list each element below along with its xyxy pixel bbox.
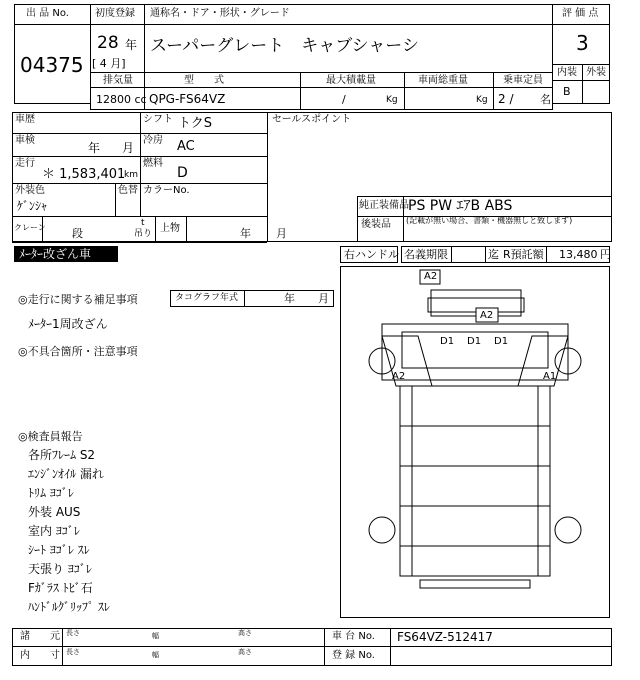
inspector-item: ﾊﾝﾄﾞﾙｸﾞﾘｯﾌﾟ ｽﾚ [28, 600, 110, 614]
crane-label: クレーン [14, 223, 46, 232]
dim-width-label: 幅 [152, 632, 159, 640]
name-change-until: 迄 [488, 248, 499, 261]
recycle-amount: 13,480 [559, 248, 598, 261]
inspection-month-unit: 月 [122, 141, 135, 155]
recycle-unit: 円 [600, 248, 611, 261]
fuel-value: D [177, 165, 188, 181]
color-no-label: カラーNo. [143, 185, 190, 196]
interior-label: 内装 [557, 67, 577, 78]
footer-box [12, 628, 612, 666]
ac-value: AC [177, 139, 195, 154]
ac-label: 冷房 [143, 135, 163, 146]
dim-height-label: 高さ [238, 629, 252, 637]
left-door [382, 336, 432, 386]
gross-weight-unit: Kg [476, 95, 488, 105]
model-name-label: 通称名・ドア・形状・グレード [150, 8, 290, 19]
rear-left-wheel [369, 517, 395, 543]
max-load-label: 最大積載量 [326, 75, 376, 86]
damage-mark: A1 [543, 371, 557, 382]
inspector-item: 天張り ﾖｺﾞﾚ [28, 562, 92, 576]
recycle-label: R預託額 [503, 248, 544, 261]
dims-label: 諸 元 [20, 631, 60, 642]
damage-mark: A2 [424, 271, 438, 282]
tachograph-label: タコグラフ年式 [175, 293, 239, 303]
chassis-label: 車 台 No. [332, 631, 375, 642]
capacity-unit: 名 [540, 93, 551, 106]
mileage-label: 走行 [15, 158, 35, 169]
inspection-year-unit: 年 [88, 141, 101, 155]
sales-points-label: セールスポイント [272, 114, 352, 125]
inner-dims-label: 内 寸 [20, 650, 60, 661]
aftermarket-note: (記載が無い場合、書類・機器無しと致します) [406, 216, 573, 225]
model-name: スーパーグレート キャブシャーシ [150, 36, 419, 56]
driving-remarks-label: ◎走行に関する補足事項 [18, 293, 138, 306]
max-load-value: / [342, 93, 346, 106]
color-change-label: 色替 [118, 185, 138, 196]
inner-width-label: 幅 [152, 651, 159, 659]
overall-score: 3 [576, 31, 589, 55]
inner-height-label: 高さ [238, 648, 252, 656]
max-load-unit: Kg [386, 95, 398, 105]
model-code-label: 型 式 [184, 75, 224, 86]
rear-bumper [420, 580, 530, 588]
shift-label: シフト [143, 114, 173, 125]
right-hand-label: 右ハンドル [344, 248, 399, 261]
displacement-value: 12800 cc [96, 93, 147, 106]
mileage-value: ＊ 1,583,401 [42, 167, 126, 182]
exterior-label: 外装 [586, 67, 606, 78]
defects-label: ◎不具合箇所・注意事項 [18, 345, 138, 358]
inspection-label: 車検 [15, 135, 35, 146]
interior-grade: B [563, 85, 571, 98]
inspector-items-list [28, 446, 188, 617]
inspector-item: 外装 AUS [28, 505, 81, 519]
color-value: ｹﾞﾝｼｬ [17, 199, 48, 213]
aftermarket-label: 後装品 [361, 219, 391, 230]
capacity-label: 乗車定員 [503, 75, 543, 86]
inspector-report-label: ◎検査員報告 [18, 430, 83, 443]
shift-value: トクS [178, 116, 212, 131]
driving-note: ﾒｰﾀｰ1周改ざん [28, 317, 108, 331]
inspector-item: 各所ﾌﾚｰﾑ S2 [28, 448, 96, 462]
lot-number: 04375 [20, 53, 84, 77]
history-label: 車歴 [15, 114, 35, 125]
truck-diagram [340, 266, 610, 618]
capacity-value: 2 / [498, 92, 514, 106]
dim-length-label: 長さ [66, 629, 80, 637]
displacement-label: 排気量 [103, 75, 133, 86]
mileage-unit: km [124, 170, 138, 180]
registration-year-unit: 年 [125, 38, 138, 52]
chassis-number: FS64VZ-512417 [397, 630, 493, 644]
fuel-label: 燃料 [143, 158, 163, 169]
body-month-unit: 月 [276, 227, 287, 240]
tachograph-month-unit: 月 [318, 292, 329, 305]
damage-mark: D1 [467, 336, 482, 347]
equipment-label: 純正装備品 [359, 200, 409, 211]
inspector-item: 室内 ﾖｺﾞﾚ [28, 524, 80, 538]
gross-weight-label: 車両総重量 [418, 75, 468, 86]
registration-label: 初度登録 [95, 8, 135, 19]
damage-mark: A2 [480, 310, 494, 321]
damage-mark: D1 [494, 336, 509, 347]
model-code-value: QPG-FS64VZ [149, 92, 226, 106]
registration-year: 28 [97, 33, 119, 53]
color-label: 外装色 [15, 185, 45, 196]
crane-stage-unit: 段 [72, 227, 83, 240]
equipment-value: PS PW ｴｱB ABS [408, 198, 513, 214]
tachograph-year-unit: 年 [284, 292, 295, 305]
score-label: 評 価 点 [562, 8, 599, 19]
rear-right-wheel [555, 517, 581, 543]
registration-month: [ 4 月] [92, 57, 126, 70]
damage-mark: A2 [392, 371, 406, 382]
inspector-item: Fｶﾞﾗｽ ﾄﾋﾞ石 [28, 581, 93, 595]
inspector-item: ﾄﾘﾑ ﾖｺﾞﾚ [28, 486, 74, 500]
inspector-item: ｼｰﾄ ﾖｺﾞﾚ ｽﾚ [28, 543, 90, 557]
meter-tampered-badge: ﾒｰﾀｰ改ざん車 [14, 246, 118, 262]
registration-no-label: 登 録 No. [332, 650, 375, 661]
damage-mark: D1 [440, 336, 455, 347]
inspector-item: ｴﾝｼﾞﾝｵｲﾙ 漏れ [28, 467, 104, 481]
body-year-unit: 年 [240, 227, 251, 240]
crane-ton-unit: t [141, 218, 145, 228]
name-change-label: 名義期限 [404, 248, 448, 261]
body-label: 上物 [160, 223, 180, 234]
inner-length-label: 長さ [66, 648, 80, 656]
crane-hoist-unit: 吊り [134, 229, 153, 239]
chassis-frame [400, 386, 550, 576]
lot-label: 出 品 No. [26, 8, 69, 19]
